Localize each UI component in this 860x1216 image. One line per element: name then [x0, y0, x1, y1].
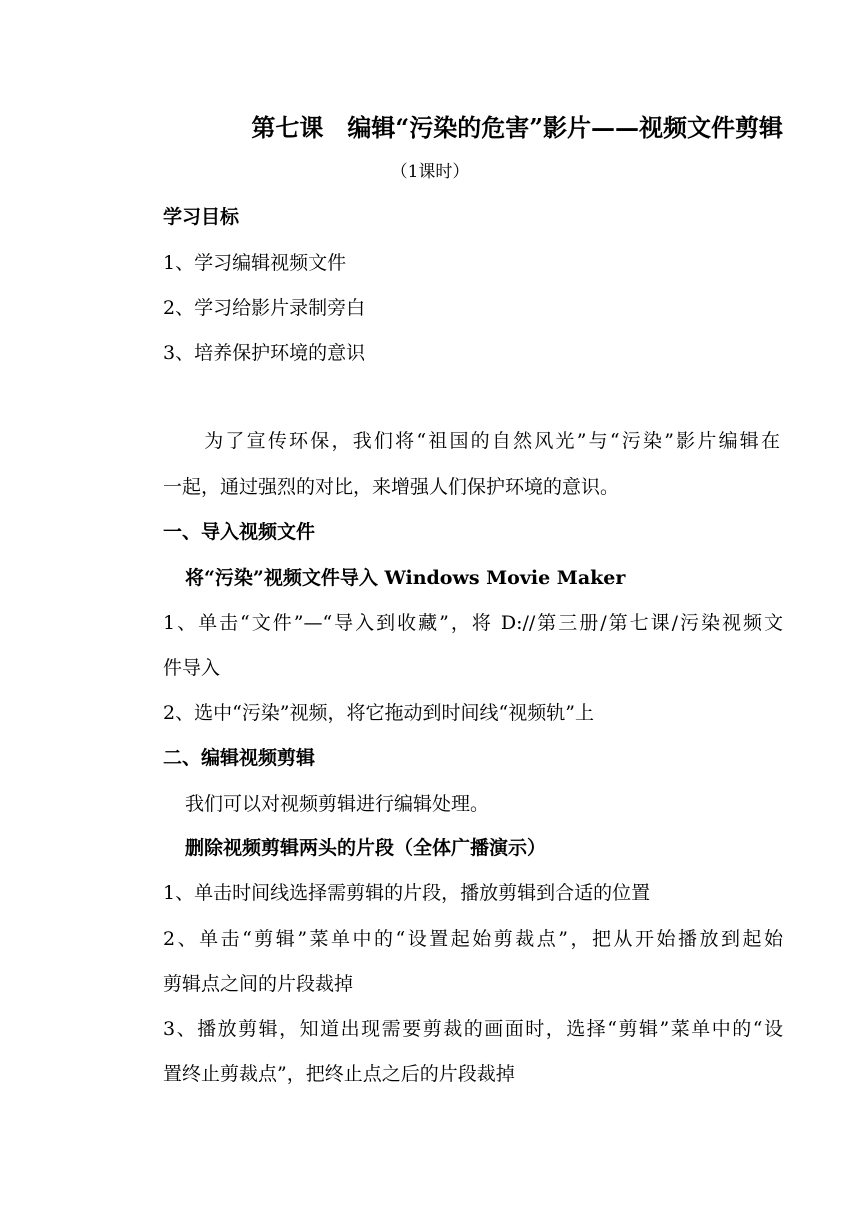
objectives-heading: 学习目标	[163, 206, 240, 228]
section-2-intro: 我们可以对视频剪辑进行编辑处理。	[185, 793, 490, 815]
section-2-heading: 二、编辑视频剪辑	[163, 747, 316, 769]
intro-paragraph-line-2: 一起，通过强烈的对比，来增强人们保护环境的意识。	[163, 476, 620, 498]
section-1-step-1-line-1: 1、单击“文件”—“导入到收藏”，将 D://第三册/第七课/污染视频文	[163, 612, 783, 634]
section-2-step-2-line-1: 2、单击“剪辑”菜单中的“设置起始剪裁点”，把从开始播放到起始	[163, 928, 783, 950]
lesson-duration: （1课时）	[390, 162, 470, 182]
section-1-step-1-line-2: 件导入	[163, 657, 221, 679]
section-1-subheading: 将“污染”视频文件导入 Windows Movie Maker	[185, 567, 626, 589]
section-1-step-2: 2、选中“污染”视频，将它拖动到时间线“视频轨”上	[163, 702, 594, 724]
section-2-step-1: 1、单击时间线选择需剪辑的片段，播放剪辑到合适的位置	[163, 882, 651, 904]
lesson-title: 第七课 编辑“污染的危害”影片——视频文件剪辑	[251, 113, 783, 142]
section-1-heading: 一、导入视频文件	[163, 521, 316, 543]
intro-paragraph-line-1: 为了宣传环保，我们将“祖国的自然风光”与“污染”影片编辑在	[183, 430, 780, 452]
section-2-step-3-line-1: 3、播放剪辑，知道出现需要剪裁的画面时，选择“剪辑”菜单中的“设	[163, 1018, 783, 1040]
objective-item-2: 2、学习给影片录制旁白	[163, 297, 366, 319]
section-2-step-3-line-2: 置终止剪裁点”，把终止点之后的片段裁掉	[163, 1063, 515, 1085]
objective-item-1: 1、学习编辑视频文件	[163, 252, 347, 274]
section-2-subheading: 删除视频剪辑两头的片段（全体广播演示）	[185, 837, 547, 859]
objective-item-3: 3、培养保护环境的意识	[163, 342, 366, 364]
section-2-step-2-line-2: 剪辑点之间的片段裁掉	[163, 973, 354, 995]
